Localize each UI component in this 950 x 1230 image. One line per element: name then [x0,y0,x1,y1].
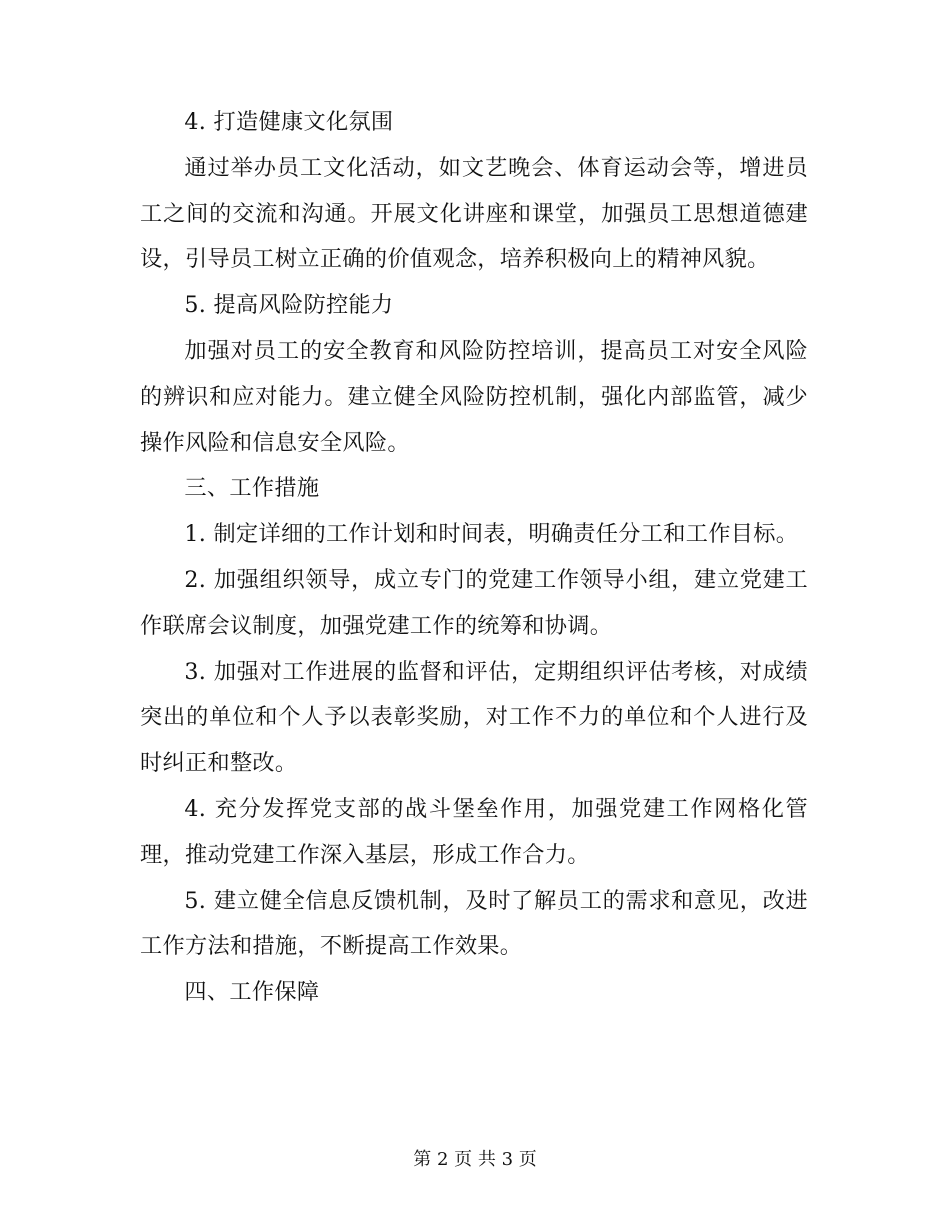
measure-item-5: 5. 建立健全信息反馈机制，及时了解员工的需求和意见，改进工作方法和措施，不断提高工作效果。 [140,887,808,960]
section-heading-work-measures: 三、工作措施 [184,475,320,502]
measure-item-2: 2. 加强组织领导，成立专门的党建工作领导小组，建立党建工作联席会议制度，加强党建工作的统筹和协调。 [140,566,808,639]
subheading-5-risk-control: 5. 提高风险防控能力 [184,292,394,319]
measure-item-3: 3. 加强对工作进展的监督和评估，定期组织评估考核，对成绩突出的单位和个人予以表彰奖励，对工作不力的单位和个人进行及时纠正和整改。 [140,658,808,777]
section-heading-work-guarantee: 四、工作保障 [184,979,320,1006]
measure-item-4: 4. 充分发挥党支部的战斗堡垒作用，加强党建工作网格化管理，推动党建工作深入基层，形成工作合力。 [140,795,808,868]
paragraph-culture-activities: 通过举办员工文化活动，如文艺晚会、体育运动会等，增进员工之间的交流和沟通。开展文化讲座和课堂，加强员工思想道德建设，引导员工树立正确的价值观念，培养积极向上的精神风貌。 [140,154,808,273]
subheading-4-health-culture: 4. 打造健康文化氛围 [184,109,394,135]
measure-item-1: 1. 制定详细的工作计划和时间表，明确责任分工和工作目标。 [184,521,799,548]
paragraph-risk-training: 加强对员工的安全教育和风险防控培训，提高员工对安全风险的辨识和应对能力。建立健全风险防控机制，强化内部监管，减少操作风险和信息安全风险。 [140,337,808,456]
page-number-footer: 第 2 页 共 3 页 [413,1149,537,1170]
document-body [140,100,808,1016]
